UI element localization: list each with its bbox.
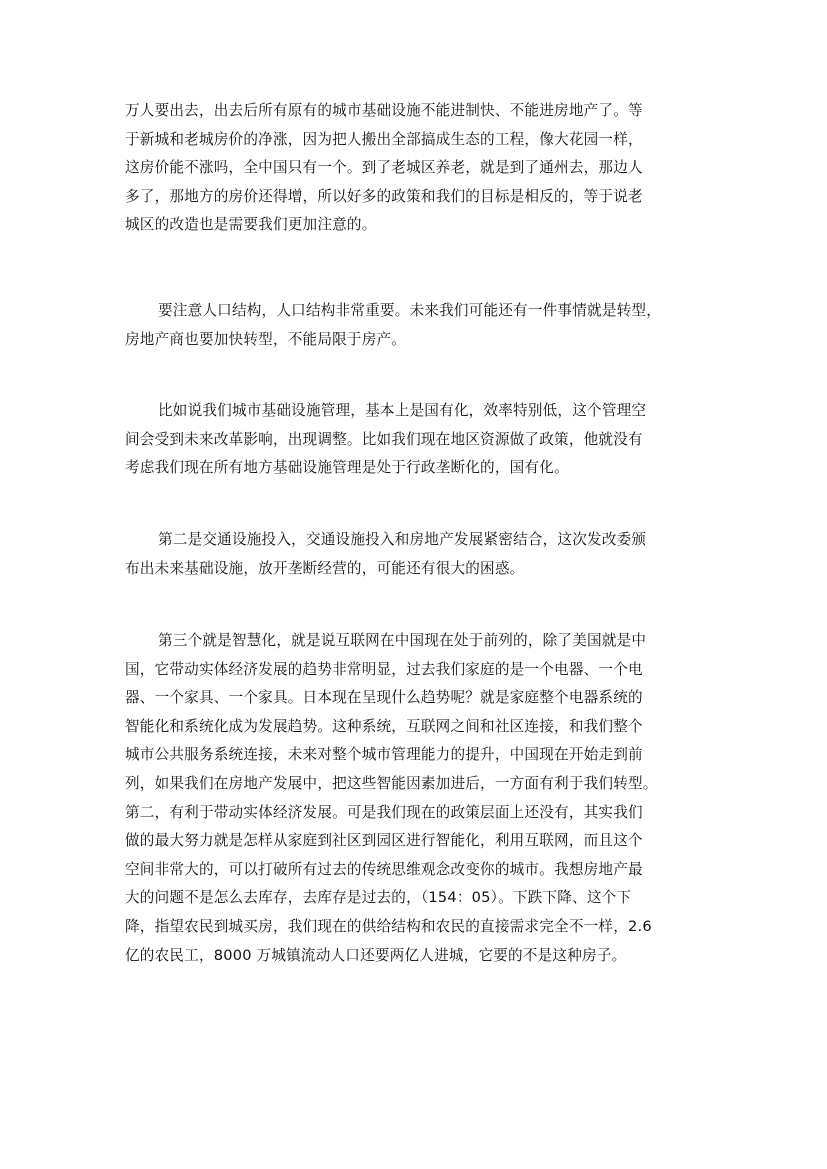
text-line: 第三个就是智慧化，就是说互联网在中国现在处于前列的，除了美国就是中 (158, 632, 647, 649)
paragraph-3 (125, 397, 715, 483)
text-line: 国，它带动实体经济发展的趋势非常明显，过去我们家庭的是一个电器、一个电 (125, 660, 643, 678)
text-line: 要注意人口结构，人口结构非常重要。未来我们可能还有一件事情就是转型， (158, 302, 661, 319)
text-line: 降，指望农民到城买房，我们现在的供给结构和农民的直接需求完全不一样，2.6 (125, 917, 652, 935)
paragraph-4 (125, 526, 715, 583)
text-line: 这房价能不涨吗，全中国只有一个。到了老城区养老，就是到了通州去，那边人 (125, 159, 643, 177)
text-line: 房地产商也要加快转型，不能局限于房产。 (125, 330, 407, 348)
text-line: 间会受到未来改革影响，出现调整。比如我们现在地区资源做了政策，他就没有 (125, 430, 643, 448)
text-line: 亿的农民工，8000 万城镇流动人口还要两亿人进城，它要的不是这种房子。 (125, 946, 627, 964)
text-line: 城区的改造也是需要我们更加注意的。 (125, 216, 377, 234)
text-line: 比如说我们城市基础设施管理，基本上是国有化，效率特别低，这个管理空 (158, 402, 647, 419)
text-line: 多了，那地方的房价还得增，所以好多的政策和我们的目标是相反的，等于说老 (125, 187, 643, 205)
text-line: 于新城和老城房价的净涨，因为把人搬出全部搞成生态的工程，像大花园一样， (125, 130, 643, 148)
text-line: 大的问题不是怎么去库存，去库存是过去的，（154：05）。下跌下降、这个下 (125, 889, 632, 907)
text-line: 城市公共服务系统连接，未来对整个城市管理能力的提升，中国现在开始走到前 (125, 746, 643, 764)
text-line: 万人要出去，出去后所有原有的城市基础设施不能进制快、不能进房地产了。等 (125, 102, 643, 119)
text-line: 第二，有利于带动实体经济发展。可是我们现在的政策层面上还没有，其实我们 (125, 803, 643, 821)
paragraph-2 (125, 297, 715, 354)
paragraph-1 (125, 97, 715, 240)
text-line: 第二是交通设施投入，交通设施投入和房地产发展紧密结合，这次发改委颁 (158, 531, 647, 548)
text-line: 列，如果我们在房地产发展中，把这些智能因素加进后，一方面有利于我们转型。 (125, 774, 658, 792)
text-line: 布出未来基础设施，放开垄断经营的，可能还有很大的困惑。 (125, 559, 525, 577)
text-line: 智能化和系统化成为发展趋势。这种系统，互联网之间和社区连接，和我们整个 (125, 717, 643, 735)
text-line: 考虑我们现在所有地方基础设施管理是处于行政垄断化的，国有化。 (125, 459, 569, 477)
text-line: 器、一个家具、一个家具。日本现在呈现什么趋势呢？就是家庭整个电器系统的 (125, 689, 643, 707)
paragraph-5 (125, 627, 715, 970)
text-line: 做的最大努力就是怎样从家庭到社区到园区进行智能化，利用互联网，而且这个 (125, 832, 643, 850)
text-line: 空间非常大的，可以打破所有过去的传统思维观念改变你的城市。我想房地产最 (125, 860, 643, 878)
